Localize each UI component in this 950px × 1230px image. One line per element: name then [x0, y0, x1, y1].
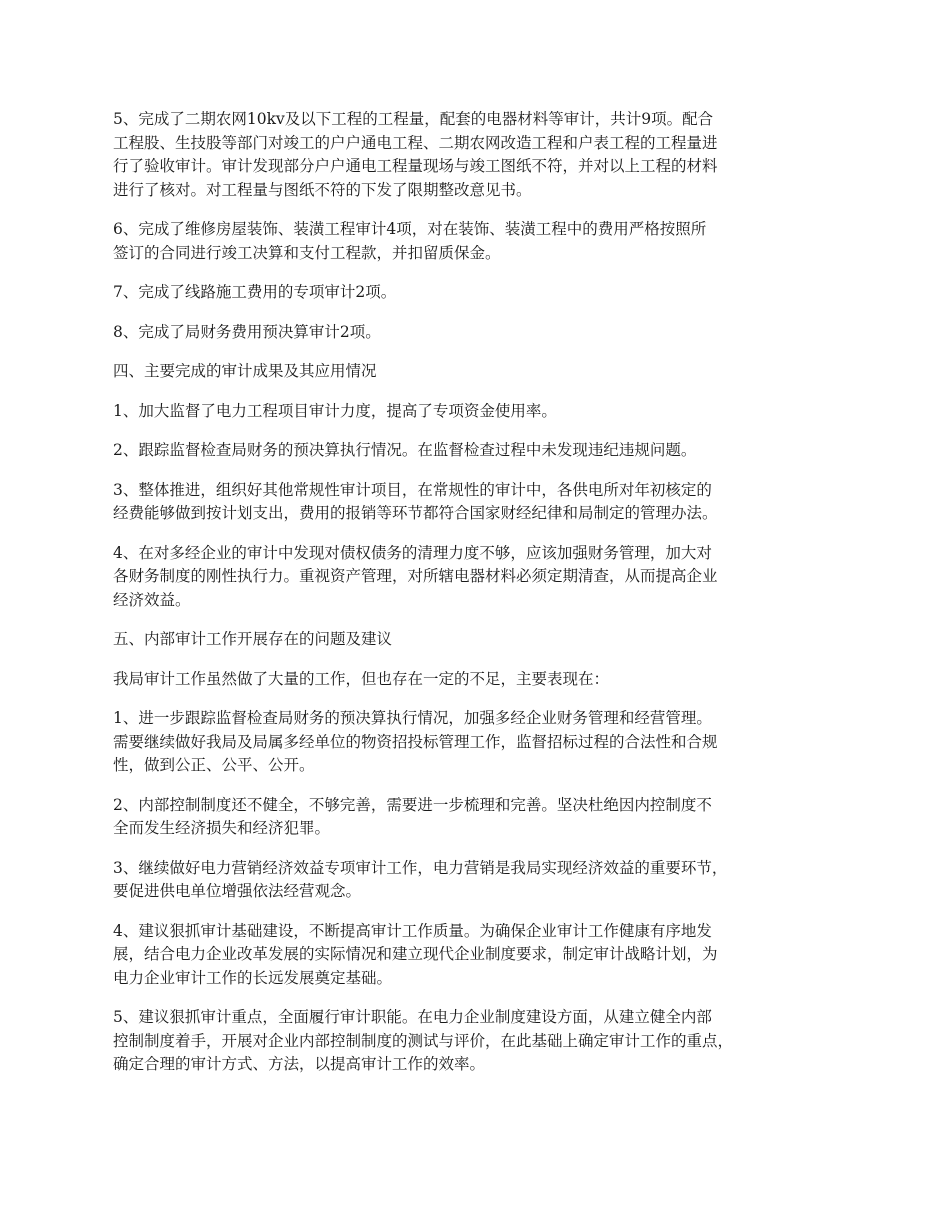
paragraph-result-4: 4、在对多经企业的审计中发现对债权债务的清理力度不够，应该加强财务管理，加大对 各财务制度的刚性执行力。重视资产管理，对所辖电器材料必须定期清查，从而提高企业 经济效益。	[113, 543, 718, 609]
paragraph-result-3: 3、整体推进，组织好其他常规性审计项目，在常规性的审计中，各供电所对年初核定的 经费能够做到按计划支出，费用的报销等环节都符合国家财经纪律和局制定的管理办法。	[113, 480, 718, 522]
paragraph-issue-3: 3、继续做好电力营销经济效益专项审计工作，电力营销是我局实现经济效益的重要环节， 要促进供电单位增强依法经营观念。	[113, 858, 728, 900]
paragraph-item-7-line-construction-audit: 7、完成了线路施工费用的专项审计2项。	[113, 283, 397, 301]
document-body	[113, 108, 853, 1093]
paragraph-result-1: 1、加大监督了电力工程项目审计力度，提高了专项资金使用率。	[113, 401, 557, 420]
paragraph-result-2: 2、跟踪监督检查局财务的预决算执行情况。在监督检查过程中未发现违纪违规问题。	[113, 441, 697, 459]
paragraph-intro-shortcomings: 我局审计工作虽然做了大量的工作，但也存在一定的不足，主要表现在：	[113, 669, 610, 688]
paragraph-issue-5: 5、建议狠抓审计重点，全面履行审计职能。在电力企业制度建设方面，从建立健全内部 控制制度着手，开展对企业内部控制制度的测试与评价，在此基础上确定审计工作的重点， 确定合理的审计方式、方法，以提高审计工作的效率。	[113, 1008, 734, 1073]
section-heading-five: 五、内部审计工作开展存在的问题及建议	[113, 630, 393, 648]
paragraph-item-8-budget-audit: 8、完成了局财务费用预决算审计2项。	[113, 322, 381, 341]
paragraph-item-6-decoration-audit: 6、完成了维修房屋装饰、装潢工程审计4项，对在装饰、装潢工程中的费用严格按照所 签订的合同进行竣工决算和支付工程款，并扣留质保金。	[113, 220, 707, 262]
paragraph-issue-2: 2、内部控制制度还不健全，不够完善，需要进一步梳理和完善。坚决杜绝因内控制度不 全而发生经济损失和经济犯罪。	[113, 795, 712, 837]
paragraph-issue-4: 4、建议狠抓审计基础建设，不断提高审计工作质量。为确保企业审计工作健康有序地发 展，结合电力企业改革发展的实际情况和建立现代企业制度要求，制定审计战略计划，为 电力企业审计工作的长远发展奠定基础。	[113, 921, 718, 987]
paragraph-item-5-project-audit: 5、完成了二期农网10kv及以下工程的工程量，配套的电器材料等审计，共计9项。配合 工程股、生技股等部门对竣工的户户通电工程、二期农网改造工程和户表工程的工程量进 行了验收审计。审计发现部分户户通电工程量现场与竣工图纸不符，并对以上工程的材料 进行了核对。对工程量与图纸不符的下发了限期整改意见书。	[113, 110, 718, 199]
section-heading-four: 四、主要完成的审计成果及其应用情况	[113, 362, 377, 380]
paragraph-issue-1: 1、进一步跟踪监督检查局财务的预决算执行情况，加强多经企业财务管理和经营管理。 需要继续做好我局及局属多经单位的物资招投标管理工作，监督招标过程的合法性和合规 性，做到公正、公平、公开。	[113, 709, 718, 774]
